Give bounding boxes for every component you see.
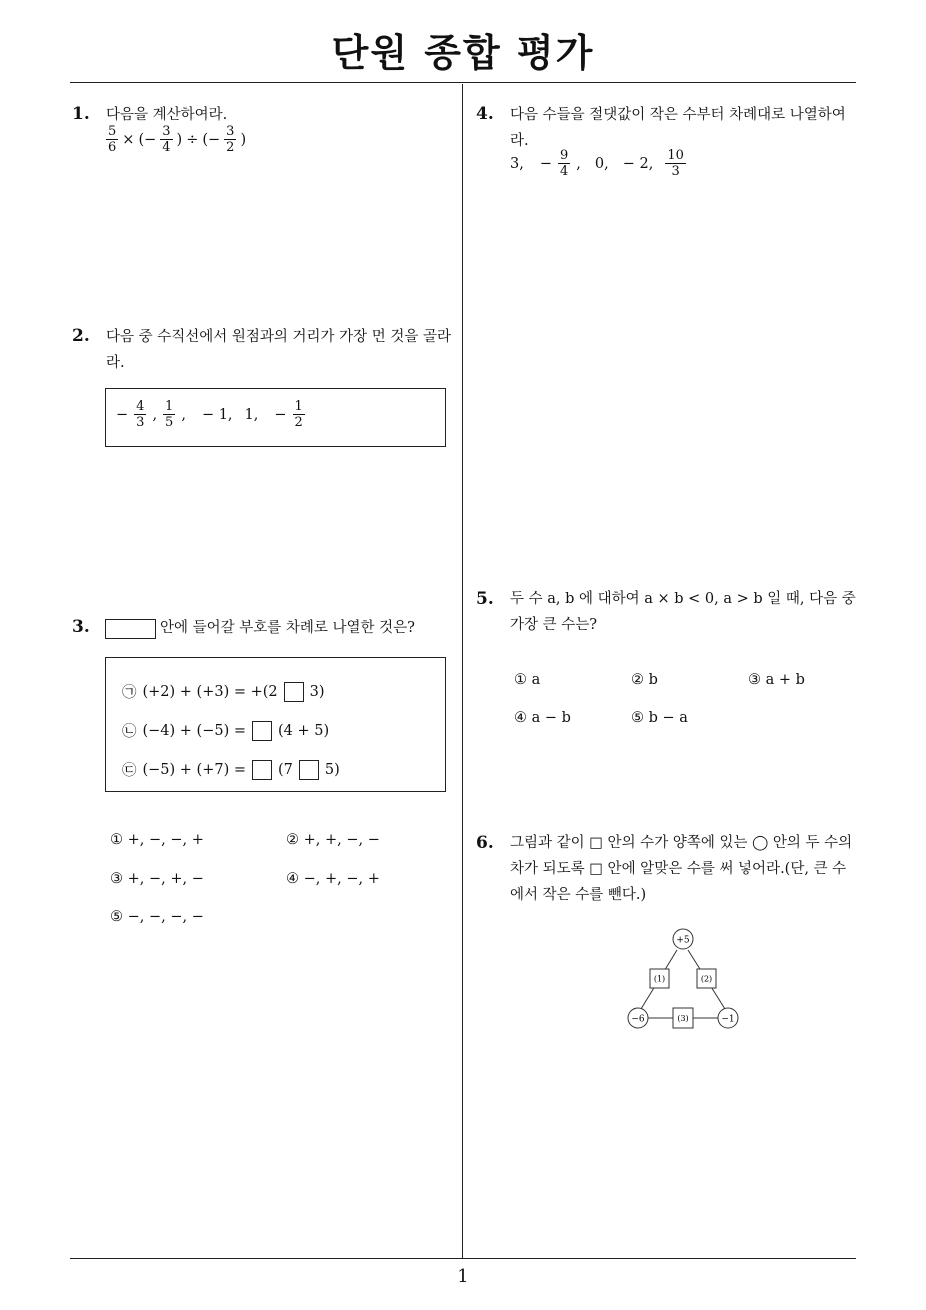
- label-box-1: (1): [653, 974, 666, 984]
- problem-4-values: 3, − $\frac{9}{4}$ , 0, − 2, $\frac{10}{3}$: [510, 148, 684, 179]
- fraction: $\frac{3}{2}$: [226, 124, 235, 155]
- problem-6-number: 6.: [476, 833, 494, 853]
- problem-3-number: 3.: [72, 617, 90, 637]
- problem-5-number: 5.: [476, 589, 494, 609]
- fraction: $\frac{1}{5}$: [165, 399, 174, 430]
- blank-square: [299, 760, 319, 780]
- label-right: −1: [721, 1014, 735, 1025]
- problem-3-option-3[interactable]: ③ +, −, +, −: [110, 871, 204, 887]
- problem-5-option-3[interactable]: ③ a + b: [748, 672, 805, 688]
- problem-1-number: 1.: [72, 104, 90, 124]
- fraction: $\frac{3}{4}$: [162, 124, 171, 155]
- problem-1-expression: $\frac{5}{6}$ × (− $\frac{3}{4}$ ) ÷ (− $\frac{3}{2}$ ): [108, 124, 247, 155]
- fraction: $\frac{5}{6}$: [108, 124, 117, 155]
- label-box-3: (3): [677, 1014, 689, 1023]
- page-title: 단원 종합 평가: [331, 31, 595, 75]
- problem-3-option-4[interactable]: ④ −, +, −, +: [286, 871, 380, 887]
- triangle-diagram: [620, 925, 750, 1035]
- blank-square: [252, 721, 272, 741]
- problem-5-text: 두 수 a, b 에 대하여 a × b < 0, a > b 일 때, 다음 중 가장 큰 수는?: [510, 591, 856, 633]
- fraction: $\frac{1}{2}$: [294, 399, 303, 430]
- problem-2-number: 2.: [72, 326, 90, 346]
- column-divider: [462, 84, 463, 1258]
- blank-square: [252, 760, 272, 780]
- blank-box: [105, 619, 156, 639]
- problem-3-row-2: ㉡ (−4) + (−5) = (4 + 5): [122, 722, 330, 740]
- label-box-2: (2): [700, 974, 713, 984]
- label-top: +5: [676, 935, 690, 946]
- label-left: −6: [631, 1014, 645, 1025]
- fraction: $\frac{4}{3}$: [136, 399, 145, 430]
- problem-5-option-2[interactable]: ② b: [631, 672, 658, 688]
- problem-3-row-1: ㉠ (+2) + (+3) = +(2 3): [122, 683, 325, 701]
- problem-5-option-1[interactable]: ① a: [514, 672, 541, 688]
- problem-4-text: 다음 수들을 절댓값이 작은 수부터 차례대로 나열하여라.: [510, 107, 846, 149]
- problem-3-option-2[interactable]: ② +, +, −, −: [286, 832, 380, 848]
- problem-1-text: 다음을 계산하여라.: [106, 107, 228, 123]
- problem-3-text: 안에 들어갈 부호를 차례로 나열한 것은?: [160, 620, 415, 636]
- fraction: $\frac{10}{3}$: [667, 148, 684, 179]
- problem-3-option-1[interactable]: ① +, −, −, +: [110, 832, 204, 848]
- problem-3-option-5[interactable]: ⑤ −, −, −, −: [110, 909, 204, 925]
- page-number: 1: [457, 1266, 469, 1287]
- problem-2-text: 다음 중 수직선에서 원점과의 거리가 가장 먼 것을 골라라.: [106, 329, 452, 371]
- problem-2-values: − $\frac{4}{3}$ , $\frac{1}{5}$ , − 1, 1, − $\frac{1}{2}$: [116, 399, 303, 430]
- bottom-rule: [70, 1258, 856, 1259]
- blank-square: [284, 682, 304, 702]
- problem-5-option-5[interactable]: ⑤ b − a: [631, 710, 688, 726]
- top-rule: [70, 82, 856, 83]
- problem-5-option-4[interactable]: ④ a − b: [514, 710, 571, 726]
- problem-4-number: 4.: [476, 104, 494, 124]
- problem-6-text: 그림과 같이 □ 안의 수가 양쪽에 있는 ◯ 안의 두 수의 차가 되도록 □ 안에 알맞은 수를 써 넣어라.(단, 큰 수에서 작은 수를 뺀다.): [510, 835, 853, 903]
- problem-3-row-3: ㉢ (−5) + (+7) = (7 5): [122, 761, 340, 779]
- fraction: $\frac{9}{4}$: [560, 148, 569, 179]
